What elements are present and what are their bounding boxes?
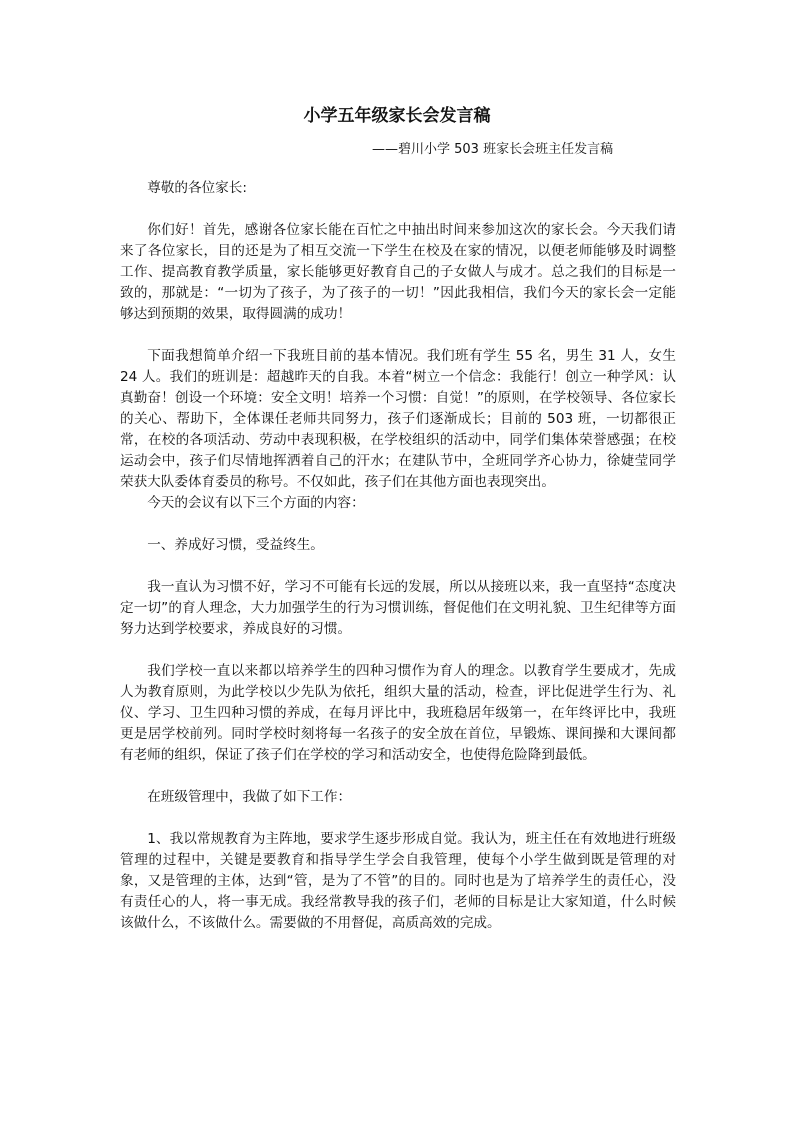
paragraph-management-item-1: 1、我以常规教育为主阵地，要求学生逐步形成自觉。我认为，班主任在有效地进行班级管理的过程中，关键是要教育和指导学生学会自我管理，使每个小学生做到既是管理的对象，又是管理的主体，达到“管，是为了不管”的目的。同时也是为了培养学生的责任心，没有责任心的人，将一事无成。我经常教导我的孩子们，老师的目标是让大家知道，什么时候该做什么，不该做什么。需要做的不用督促，高质高效的完成。 (120, 831, 676, 931)
section-heading-habits: 一、养成好习惯，受益终生。 (147, 537, 324, 553)
greeting: 尊敬的各位家长: (147, 180, 247, 196)
document-body (120, 178, 676, 934)
paragraph-management-intro: 在班级管理中，我做了如下工作： (147, 789, 352, 805)
document-subtitle: ——碧川小学 503 班家长会班主任发言稿 (372, 142, 614, 157)
paragraph-class-overview: 下面我想简单介绍一下我班目前的基本情况。我们班有学生 55 名，男生 31 人，女生 24 人。我们的班训是：超越昨天的自我。本着“树立一个信念：我能行！创立一种学风：认真勤奋！创设一个环境：安全文明！培养一个习惯：自觉！”的原则，在学校领导、各位家长的关心、帮助下，全体课任老师共同努力，孩子们逐渐成长；目前的 503 班，一切都很正常，在校的各项活动、劳动中表现积极，在学校组织的活动中，同学们集体荣誉感强；在校运动会中，孩子们尽情地挥洒着自己的汗水；在建队节中，全班同学齐心协力，徐婕莹同学荣获大队委体育委员的称号。不仅如此，孩子们在其他方面也表现突出。 (120, 348, 676, 490)
document-title: 小学五年级家长会发言稿 (303, 106, 491, 126)
paragraph-welcome: 你们好！首先，感谢各位家长能在百忙之中抽出时间来参加这次的家长会。今天我们请来了各位家长，目的还是为了相互交流一下学生在校及在家的情况，以便老师能够及时调整工作、提高教育教学质量，家长能够更好教育自己的子女做人与成才。总之我们的目标是一致的，那就是：“一切为了孩子，为了孩子的一切！”因此我相信，我们今天的家长会一定能够达到预期的效果，取得圆满的成功！ (120, 222, 676, 322)
paragraph-agenda-intro: 今天的会议有以下三个方面的内容： (147, 495, 365, 511)
paragraph-school-habits: 我们学校一直以来都以培养学生的四种习惯作为育人的理念。以教育学生要成才，先成人为教育原则，为此学校以少先队为依托，组织大量的活动，检查，评比促进学生行为、礼仪、学习、卫生四种习惯的养成，在每月评比中，我班稳居年级第一，在年终评比中，我班更是居学校前列。同时学校时刻将每一名孩子的安全放在首位，早锻炼、课间操和大课间都有老师的组织，保证了孩子们在学校的学习和活动安全，也使得危险降到最低。 (120, 663, 676, 763)
paragraph-habits: 我一直认为习惯不好，学习不可能有长远的发展，所以从接班以来，我一直坚持“态度决定一切”的育人理念，大力加强学生的行为习惯训练，督促他们在文明礼貌、卫生纪律等方面努力达到学校要求，养成良好的习惯。 (120, 579, 676, 637)
